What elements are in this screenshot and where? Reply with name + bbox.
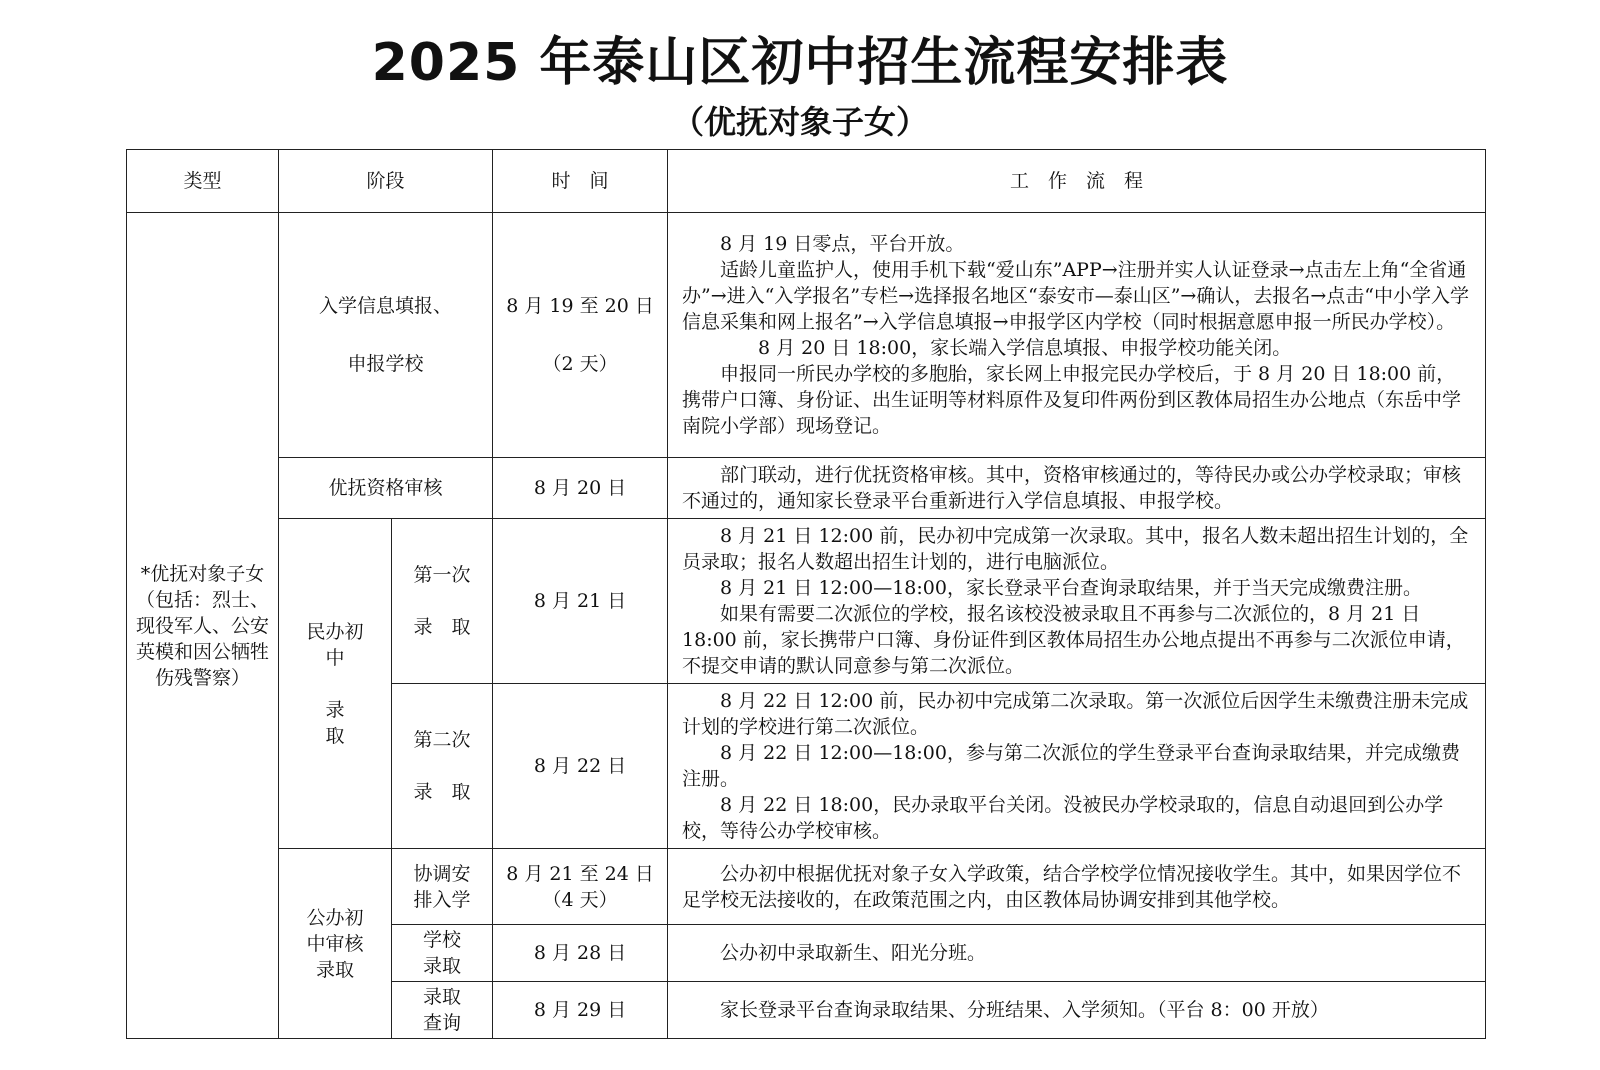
group-line: 取 xyxy=(325,724,345,747)
flow-cell xyxy=(668,849,1486,925)
header-time: 时 间 xyxy=(493,150,668,213)
sub-stage-line: 录 取 xyxy=(413,616,471,638)
time-line: （4 天） xyxy=(542,888,618,911)
header-stage: 阶段 xyxy=(279,150,493,213)
public-admission-group xyxy=(279,849,392,1039)
page-title: 2025 年泰山区初中招生流程安排表 xyxy=(371,33,1229,93)
sub-stage-line: 排入学 xyxy=(413,888,471,911)
table-row xyxy=(127,519,1486,684)
header-type: 类型 xyxy=(127,150,279,213)
flow-paragraph: 8 月 22 日 18:00，民办录取平台关闭。没被民办学校录取的，信息自动退回到公办学校，等待公办学校审核。 xyxy=(682,794,1444,842)
group-line: 录取 xyxy=(315,958,354,981)
page-subtitle: （优抚对象子女） xyxy=(671,103,928,141)
flow-paragraph: 8 月 22 日 12:00—18:00，参与第二次派位的学生登录平台查询录取结果，并完成缴费注册。 xyxy=(682,742,1460,790)
stage-cell xyxy=(279,213,493,458)
flow-paragraph: 8 月 21 日 12:00 前，民办初中完成第一次录取。其中，报名人数未超出招生计划的，全员录取；报名人数超出招生计划的，进行电脑派位。 xyxy=(682,525,1469,573)
flow-cell xyxy=(668,925,1486,982)
sub-stage-line: 第一次 xyxy=(413,564,471,586)
flow-paragraph: 公办初中根据优抚对象子女入学政策，结合学校学位情况接收学生。其中，如果因学位不足学校无法接收的，在政策范围之内，由区教体局协调安排到其他学校。 xyxy=(682,862,1462,911)
flow-paragraph: 适龄儿童监护人，使用手机下载“爱山东”APP→注册并实人认证登录→点击左上角“全省通办”→进入“入学报名”专栏→选择报名地区“泰安市—泰山区”→确认，去报名→点击“中小学入学信息采集和网上报名”→入学信息填报→申报学区内学校（同时根据意愿申报一所民办学校）。 xyxy=(682,259,1469,333)
time-cell xyxy=(493,849,668,925)
sub-stage-cell xyxy=(392,684,493,849)
sub-stage-line: 录 取 xyxy=(413,781,471,803)
flow-paragraph: 部门联动，进行优抚资格审核。其中，资格审核通过的，等待民办或公办学校录取；审核不通过的，通知家长登录平台重新进行入学信息填报、申报学校。 xyxy=(682,464,1462,512)
stage-line: 入学信息填报、 xyxy=(319,295,453,317)
group-line: 公办初 xyxy=(306,906,364,929)
table-row xyxy=(127,213,1486,458)
sub-stage-line: 第二次 xyxy=(413,729,471,751)
flow-paragraph: 8 月 22 日 12:00 前，民办初中完成第二次录取。第一次派位后因学生未缴费注册未完成计划的学校进行第二次派位。 xyxy=(682,690,1469,738)
time-line: 8 月 19 至 20 日 xyxy=(506,295,654,317)
time-cell: 8 月 29 日 xyxy=(493,982,668,1039)
flow-paragraph: 8 月 20 日 18:00，家长端入学信息填报、申报学校功能关闭。 xyxy=(758,337,1292,359)
sub-stage-cell xyxy=(392,982,493,1039)
time-cell: 8 月 20 日 xyxy=(493,458,668,519)
time-cell: 8 月 21 日 xyxy=(493,519,668,684)
table-row xyxy=(127,849,1486,925)
sub-stage-cell xyxy=(392,519,493,684)
sub-stage-cell xyxy=(392,849,493,925)
time-cell xyxy=(493,213,668,458)
group-line: 中审核 xyxy=(306,932,364,955)
private-admission-group xyxy=(279,519,392,849)
stage-line: 申报学校 xyxy=(347,353,424,375)
flow-paragraph: 公办初中录取新生、阳光分班。 xyxy=(720,942,987,964)
group-line: 民办初 xyxy=(306,620,364,643)
flow-cell xyxy=(668,982,1486,1039)
flow-paragraph: 8 月 19 日零点，平台开放。 xyxy=(720,233,965,255)
table-row xyxy=(127,458,1486,519)
flow-paragraph: 家长登录平台查询录取结果、分班结果、入学须知。（平台 8：00 开放） xyxy=(720,999,1329,1021)
flow-paragraph: 如果有需要二次派位的学校，报名该校没被录取且不再参与二次派位的，8 月 21 日 18:00 前，家长携带户口簿、身份证件到区教体局招生办公地点提出不再参与二次派位申请，不提交申请的默认同意参与第二次派位。 xyxy=(682,603,1465,677)
flow-paragraph: 8 月 21 日 12:00—18:00，家长登录平台查询录取结果，并于当天完成缴费注册。 xyxy=(720,577,1422,599)
table-header-row xyxy=(127,150,1486,213)
sub-stage-line: 录取 xyxy=(423,955,462,977)
schedule-table xyxy=(126,149,1486,1039)
group-line: 中 xyxy=(325,646,345,669)
time-line: （2 天） xyxy=(542,353,618,375)
header-flow: 工 作 流 程 xyxy=(668,150,1486,213)
type-cell: *优抚对象子女（包括：烈士、现役军人、公安英模和因公牺牲伤残警察） xyxy=(127,213,279,1039)
sub-stage-line: 学校 xyxy=(423,929,462,951)
time-cell: 8 月 28 日 xyxy=(493,925,668,982)
sub-stage-line: 协调安 xyxy=(413,862,471,885)
time-cell: 8 月 22 日 xyxy=(493,684,668,849)
flow-cell xyxy=(668,519,1486,684)
flow-cell xyxy=(668,213,1486,458)
group-line: 录 xyxy=(325,698,345,721)
sub-stage-line: 查询 xyxy=(423,1012,462,1034)
flow-paragraph: 申报同一所民办学校的多胞胎，家长网上申报完民办学校后，于 8 月 20 日 18:00 前，携带户口簿、身份证、出生证明等材料原件及复印件两份到区教体局招生办公地点（东岳中学南院小学部）现场登记。 xyxy=(682,363,1462,437)
flow-cell xyxy=(668,684,1486,849)
flow-cell xyxy=(668,458,1486,519)
time-line: 8 月 21 至 24 日 xyxy=(506,862,654,885)
sub-stage-line: 录取 xyxy=(423,986,462,1008)
sub-stage-cell xyxy=(392,925,493,982)
stage-cell: 优抚资格审核 xyxy=(279,458,493,519)
